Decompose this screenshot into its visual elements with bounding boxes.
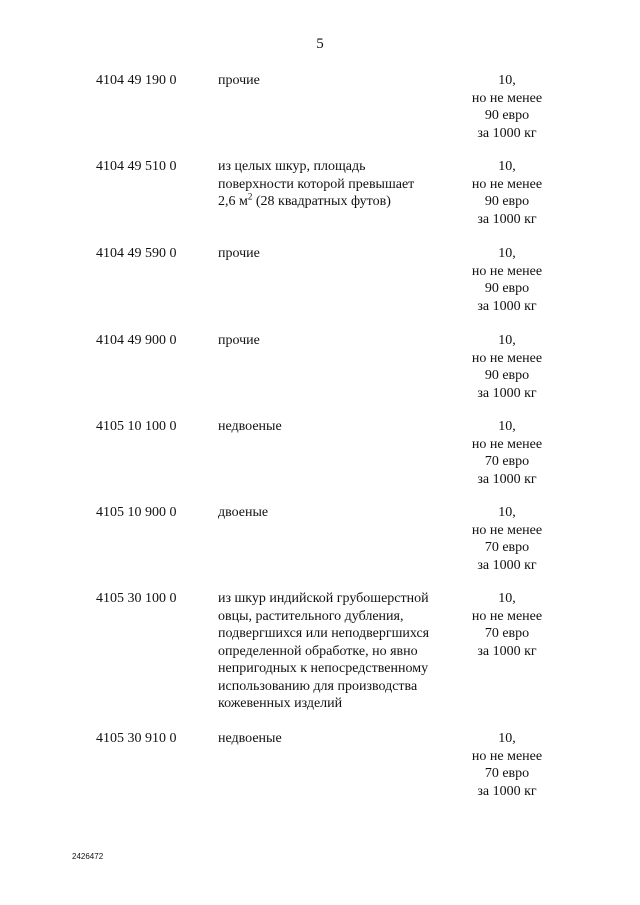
rate-line: но не менее [471,176,543,192]
rate-line: но не менее [471,436,543,452]
rate-line: 10, [498,505,516,520]
tariff-code: 4105 30 910 0 [96,731,177,746]
description-line: непригодных к непосредственному [218,661,429,676]
rate-line: за 1000 кг [477,125,537,141]
duty-rate [452,590,562,660]
description [218,590,458,713]
description-line-area [218,193,458,211]
duty-rate [452,504,562,574]
rate-line: но не менее [471,748,543,764]
description [218,72,458,90]
rate-line: 10, [498,419,516,434]
rate-line: 90 евро [484,194,530,209]
rate-line: за 1000 кг [477,783,537,799]
rate-line: 90 евро [484,108,530,123]
description-line: поверхности которой превышает [218,176,415,192]
rate-line: 10, [498,333,516,348]
description [218,730,458,748]
description-line: из шкур индийской грубошерстной [218,591,429,606]
document-id: 2426472 [72,852,104,861]
description-line: кожевенных изделий [218,696,343,711]
page-number: 5 [316,36,324,52]
description [218,504,458,522]
rate-line: но не менее [471,90,543,106]
duty-rate [452,245,562,315]
rate-line: за 1000 кг [477,643,537,659]
description-line: недвоеные [218,419,282,434]
rate-line: 10, [498,246,516,261]
description [218,245,458,263]
description-line: овцы, растительного дубления, [218,608,404,624]
rate-line: 10, [498,591,516,606]
description-line: недвоеные [218,731,282,746]
tariff-code: 4104 49 900 0 [96,333,177,348]
tariff-code: 4105 10 100 0 [96,419,177,434]
rate-line: 10, [498,159,516,174]
tariff-code: 4104 49 190 0 [96,73,177,88]
rate-line: 90 евро [484,281,530,296]
rate-line: за 1000 кг [477,471,537,487]
duty-rate [452,730,562,800]
rate-line: но не менее [471,263,543,279]
rate-line: но не менее [471,608,543,624]
duty-rate [452,72,562,142]
area-prefix: 2,6 м [218,194,248,209]
description-line: прочие [218,246,260,261]
description-line: прочие [218,73,260,88]
duty-rate [452,418,562,488]
rate-line: 90 евро [484,368,530,383]
rate-line: за 1000 кг [477,385,537,401]
rate-line: 70 евро [484,766,530,781]
description-line: определенной обработке, но явно [218,643,418,659]
description [218,418,458,436]
tariff-code: 4104 49 510 0 [96,159,177,174]
tariff-code: 4105 30 100 0 [96,591,177,606]
rate-line: 70 евро [484,626,530,641]
rate-line: 70 евро [484,540,530,555]
description [218,332,458,350]
tariff-code: 4104 49 590 0 [96,246,177,261]
duty-rate [452,158,562,228]
description-line: подвергшихся или неподвергшихся [218,626,430,641]
rate-line: за 1000 кг [477,298,537,314]
rate-line: но не менее [471,350,543,366]
description-line: прочие [218,333,260,348]
duty-rate [452,332,562,402]
description-line: двоеные [218,505,269,520]
area-suffix: (28 квадратных футов) [252,194,391,209]
rate-line: за 1000 кг [477,557,537,573]
rate-line: 10, [498,731,516,746]
tariff-code: 4105 10 900 0 [96,505,177,520]
description [218,158,458,211]
description-line: использованию для производства [218,678,418,694]
area-superscript: 2 [247,191,253,202]
rate-line: 70 евро [484,454,530,469]
rate-line: 10, [498,73,516,88]
rate-line: но не менее [471,522,543,538]
rate-line: за 1000 кг [477,211,537,227]
description-line: из целых шкур, площадь [218,159,366,174]
